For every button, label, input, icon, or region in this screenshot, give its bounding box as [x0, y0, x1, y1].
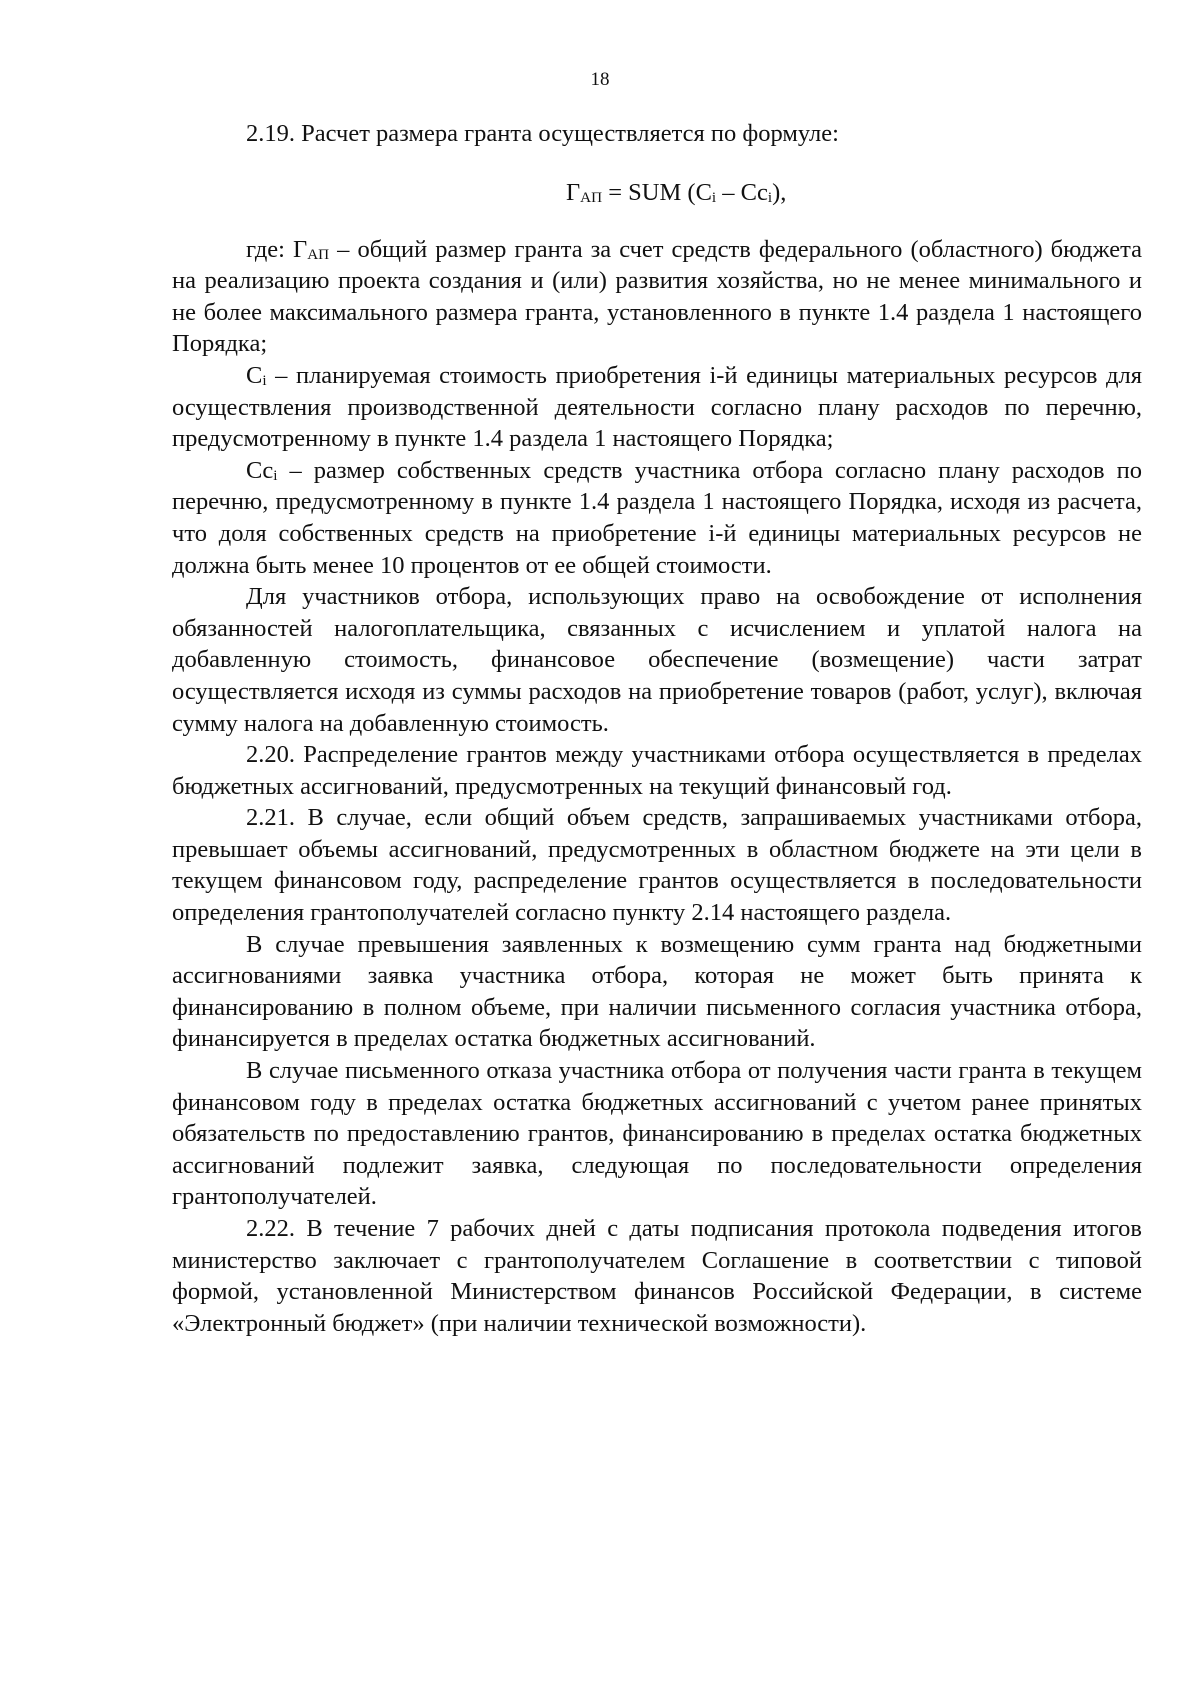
paragraph-refusal: В случае письменного отказа участника отбора от получения части гранта в текущем финансовом году в пределах остатка бюджетных ассигнований с учетом ранее принятых обязательств по предоставлению грантов, финансированию в пределах остатка бюджетных ассигнований подлежит заявка, следующая по последовательности определения грантополучателей.	[172, 1057, 1142, 1211]
definition-ci-text: – планируемая стоимость приобретения i-й единицы материальных ресурсов для осуществления производственной деятельности согласно плану расходов по перечню, предусмотренному в пункте 1.4 раздела 1 настоящего Порядка;	[172, 361, 1142, 453]
definition-ci-subscript: i	[262, 372, 267, 390]
paragraph-2-21: 2.21. В случае, если общий объем средств, запрашиваемых участниками отбора, превышает объемы ассигнований, предусмотренных в областном бюджете на эти цели в текущем финансовом году, распределение грантов осуществляется в последовательности определения грантополучателей согласно пункту 2.14 настоящего раздела.	[172, 804, 1142, 927]
formula-end: ),	[772, 178, 787, 206]
paragraph-2-19-intro: 2.19. Расчет размера гранта осуществляется по формуле:	[246, 120, 839, 147]
definition-g-subscript: АП	[307, 245, 330, 263]
document-body	[172, 118, 1142, 1339]
definition-g-prefix: где: Г	[246, 235, 308, 263]
definition-cci	[172, 455, 1142, 581]
page-number: 18	[590, 69, 610, 90]
formula-g: Г	[566, 178, 581, 206]
definition-g	[172, 234, 1142, 360]
definition-ci-prefix: C	[246, 361, 263, 389]
definition-ci	[172, 360, 1142, 455]
definition-g-text: – общий размер гранта за счет средств федерального (областного) бюджета на реализацию проекта создания и (или) развития хозяйства, но не менее минимального и не более максимального размера гранта, установленного в пункте 1.4 раздела 1 настоящего Порядка;	[172, 235, 1142, 358]
definition-cci-subscript: i	[273, 467, 278, 485]
paragraph-2-20: 2.20. Распределение грантов между участниками отбора осуществляется в пределах бюджетных ассигнований, предусмотренных на текущий финансовый год.	[172, 741, 1142, 800]
paragraph-2-22: 2.22. В течение 7 рабочих дней с даты подписания протокола подведения итогов министерство заключает с грантополучателем Соглашение в соответствии с типовой формой, установленной Министерством финансов Российской Федерации, в системе «Электронный бюджет» (при наличии технической возможности).	[172, 1215, 1142, 1337]
formula-ci-subscript: i	[711, 188, 717, 206]
paragraph-excess: В случае превышения заявленных к возмещению сумм гранта над бюджетными ассигнованиями заявка участника отбора, которая не может быть принята к финансированию в полном объеме, при наличии письменного согласия участника отбора, финансируется в пределах остатка бюджетных ассигнований.	[172, 930, 1142, 1053]
definition-cci-text: – размер собственных средств участника отбора согласно плану расходов по перечню, предусмотренному в пункте 1.4 раздела 1 настоящего Порядка, исходя из расчета, что доля собственных средств на приобретение i-й единицы материальных ресурсов не должна быть менее 10 процентов от ее общей стоимости.	[172, 456, 1142, 579]
paragraph-vat: Для участников отбора, использующих право на освобождение от исполнения обязанностей налогоплательщика, связанных с исчислением и уплатой налога на добавленную стоимость, финансовое обеспечение (возмещение) части затрат осуществляется исходя из суммы расходов на приобретение товаров (работ, услуг), включая сумму налога на добавленную стоимость.	[172, 583, 1142, 737]
grant-formula	[172, 176, 1142, 210]
formula-g-subscript: АП	[580, 188, 603, 206]
formula-minus: – Cc	[716, 178, 768, 206]
formula-cci-subscript: i	[767, 188, 773, 206]
formula-eq: = SUM (C	[602, 178, 712, 206]
definition-cci-prefix: Cc	[246, 456, 274, 484]
